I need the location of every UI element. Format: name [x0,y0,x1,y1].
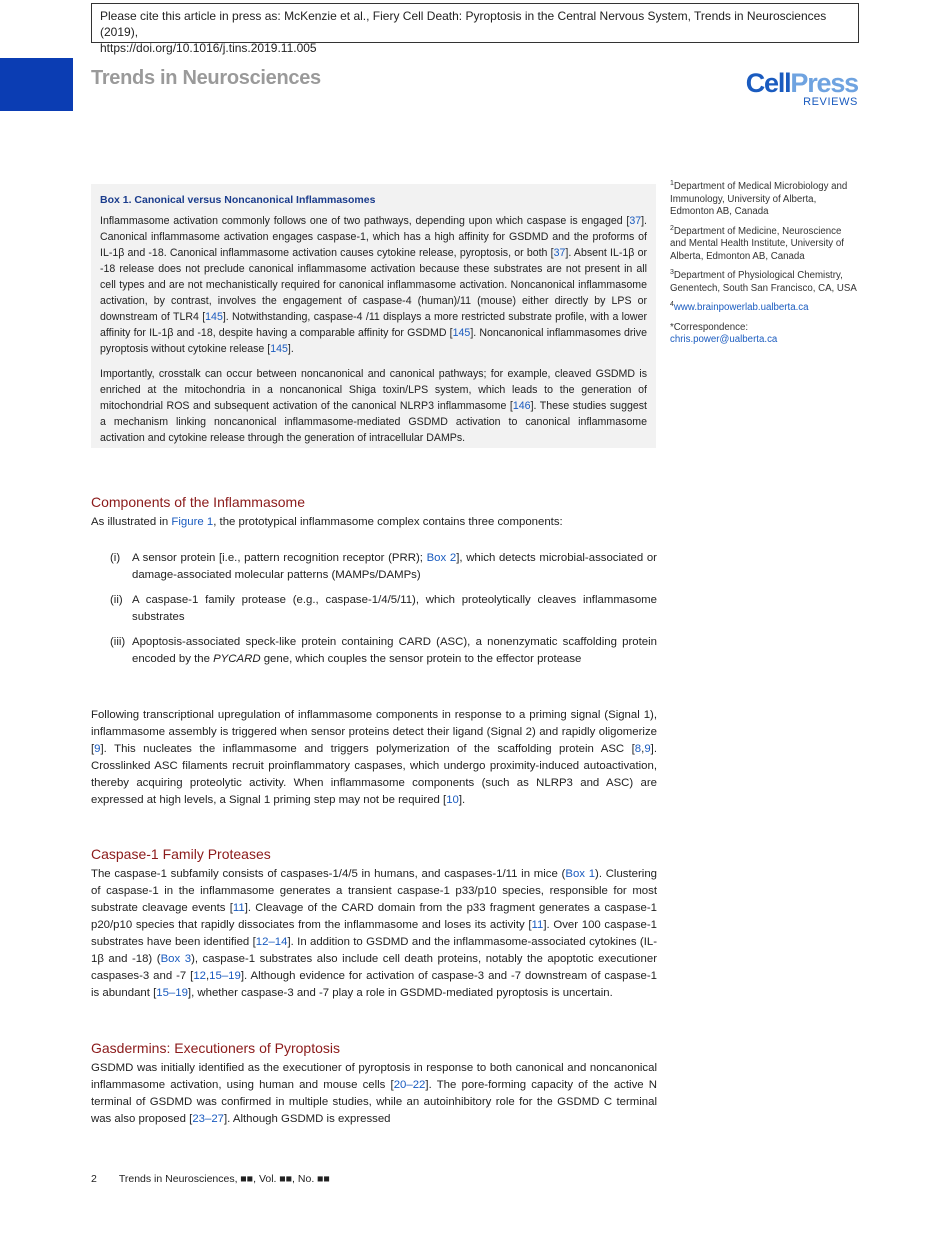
box-1-paragraph-1: Inflammasome activation commonly follows one of two pathways, depending upon which caspase is engaged [37]. Canonical inflammasome activation engages caspase-1, which has a high affinity for GSDMD and the proforms of IL-1β and -18. Canonical inflammasome activation causes cytokine release, pyroptosis, or both [37]. Absent IL-1β or -18 release does not preclude canonical inflammasome activation because these substrates are not present in all cell types and are not mechanistically required for canonical inflammasome activation. Noncanonical inflammasome activation, by contrast, involves the engagement of caspase-4 (human)/11 (mouse) either directly by LPS or downstream of TLR4 [145]. Notwithstanding, caspase-4 /11 displays a more restricted substrate profile, with a lower affinity for IL-1β and -18, despite having a comparable affinity for GSDMD [145]. Noncanonical inflammasomes drive pyroptosis without cytokine release [145]. [100,215,647,355]
box-2-link[interactable]: Box 2 [426,552,457,564]
ref-link[interactable]: 37 [553,247,566,259]
box-1-title: Box 1. Canonical versus Noncanonical Inflammasomes [100,194,376,206]
list-item: (iii) Apoptosis-associated speck-like protein containing CARD (ASC), a nonenzymatic scaffolding protein encoded by the PYCARD gene, which couples the sensor protein to the effector protease [110,636,657,665]
box-1-link[interactable]: Box 1 [565,868,596,880]
components-intro: As illustrated in Figure 1, the prototypical inflammasome complex contains three components: [91,516,563,528]
ref-link[interactable]: 145 [270,343,288,355]
footer-journal-info: Trends in Neurosciences, ■■, Vol. ■■, No. ■■ [118,1173,330,1185]
ref-link[interactable]: 20–22 [393,1079,426,1091]
logo-press-text: Press [790,68,858,98]
ref-link[interactable]: 9 [94,743,101,755]
box-1-paragraph-2: Importantly, crosstalk can occur between noncanonical and canonical pathways; for example, cleaved GSDMD is enriched at the mitochondria in a noncanonical Shiga toxin/LPS system, which leads to the generation of mitochondrial ROS and subsequent activation of the canonical NLRP3 inflammasome [146]. These studies suggest a mechanism linking noncanonical inflammasome-mediated GSDMD activation to canonical inflammasome activation and cytokine release through the generation of intracellular DAMPs. [100,368,647,444]
section-heading-components: Components of the Inflammasome [91,494,305,510]
affiliation-3: $^3$Department of Physiological Chemistry, Genentech, South San Francisco, CA, USA [670,268,857,294]
journal-color-tab [0,58,73,111]
correspondence [670,322,860,347]
ref-link[interactable]: 146 [512,400,531,412]
page-number: 2 [91,1173,97,1185]
ref-link[interactable]: 37 [629,215,642,227]
caspase-paragraph: The caspase-1 subfamily consists of caspases-1/4/5 in humans, and caspases-1/11 in mice (Box 1). Clustering of caspase-1 in the inflammasome generates a transient caspase-1 p33/p10 species, responsible for most substrate cleavage events [11]. Cleavage of the CARD domain from the p33 fragment generates a caspase-1 p20/p10 species that rapidly dissociates from the inflammasome and loses its activity [11]. Over 100 caspase-1 substrates have been identified [12–14]. In addition to GSDMD and the inflammasome-associated cytokines (IL-1β and -18) (Box 3), caspase-1 substrates also include cell death proteins, notably the apoptotic executioner caspases-3 and -7 [12,15–19]. Although evidence for activation of caspase-3 and -7 downstream of caspase-1 is abundant [15–19], whether caspase-3 and -7 play a role in GSDMD-mediated pyroptosis is uncertain. [91,868,658,999]
page-footer [91,1173,330,1185]
logo-cell-text: Cell [745,68,791,98]
citation-line-1: Please cite this article in press as: McKenzie et al., Fiery Cell Death: Pyroptosis in the Central Nervous System, Trends in Neurosciences (2019), [100,9,827,39]
box-3-link[interactable]: Box 3 [160,953,192,965]
ref-link[interactable]: 145 [452,327,471,339]
ref-link[interactable]: 23–27 [192,1113,224,1125]
affiliation-4: $^4$www.brainpowerlab.ualberta.ca [670,300,809,313]
box-1 [91,184,656,448]
cellpress-logo [746,70,858,108]
components-list [91,550,657,676]
ref-link[interactable]: 8 [634,743,642,755]
components-paragraph: Following transcriptional upregulation of inflammasome components in response to a priming signal (Signal 1), inflammasome assembly is triggered when sensor proteins detect their ligand (Signal 2) and rapidly oligomerize [9]. This nucleates the inflammasome and triggers polymerization of the scaffolding protein ASC [8,9]. Crosslinked ASC filaments recruit proinflammatory caspases, which undergo proximity-induced autoactivation, thereby acquiring proteolytic activity. When inflammasome components (such as NLRP3 and ASC) are expressed at high levels, a Signal 1 priming step may not be required [10]. [91,709,657,806]
figure-1-link[interactable]: Figure 1 [171,516,214,528]
journal-title: Trends in Neurosciences [91,67,321,89]
list-item: (i) A sensor protein [i.e., pattern recognition receptor (PRR); Box 2], which detects microbial-associated or damage-associated molecular patterns (MAMPs/DAMPs) [110,552,657,581]
affiliation-2: $^2$Department of Medicine, Neuroscience and Mental Health Institute, University of Alberta, Edmonton AB, Canada [670,224,844,262]
list-item: (ii) A caspase-1 family protease (e.g., caspase-1/4/5/11), which proteolytically cleaves inflammasome substrates [110,594,657,623]
ref-link[interactable]: 145 [205,311,223,323]
affiliations [670,181,860,354]
ref-link[interactable]: 15–19 [156,987,188,999]
citation-doi[interactable]: https://doi.org/10.1016/j.tins.2019.11.005 [100,41,317,55]
section-heading-caspase: Caspase-1 Family Proteases [91,846,271,862]
ref-link[interactable]: 15–19 [209,970,241,982]
gasdermins-paragraph: GSDMD was initially identified as the executioner of pyroptosis in response to both canonical and noncanonical inflammasome activation, using human and mouse cells [20–22]. The pore-forming capacity of the active N terminal of GSDMD was confirmed in multiple studies, while an autoinhibitory role for the GSDMD C terminal was also proposed [23–27]. Although GSDMD is expressed [91,1062,657,1125]
citation-notice [91,3,859,55]
ref-link[interactable]: 12 [193,970,206,982]
correspondence-email-link[interactable]: chris.power@ualberta.ca [670,334,778,345]
ref-link[interactable]: 9 [644,743,651,755]
ref-link[interactable]: 11 [531,919,544,931]
ref-link[interactable]: 11 [232,902,245,914]
correspondence-label: *Correspondence: [670,321,749,333]
affiliation-1: $^1$Department of Medical Microbiology and Immunology, University of Alberta, Edmonton AB, Canada [670,179,848,217]
ref-link[interactable]: 10 [446,794,459,806]
ref-link[interactable]: 12–14 [255,936,288,948]
lab-website-link[interactable]: www.brainpowerlab.ualberta.ca [673,302,809,313]
section-heading-gasdermins: Gasdermins: Executioners of Pyroptosis [91,1040,340,1056]
logo-reviews-text: REVIEWS [803,96,858,108]
